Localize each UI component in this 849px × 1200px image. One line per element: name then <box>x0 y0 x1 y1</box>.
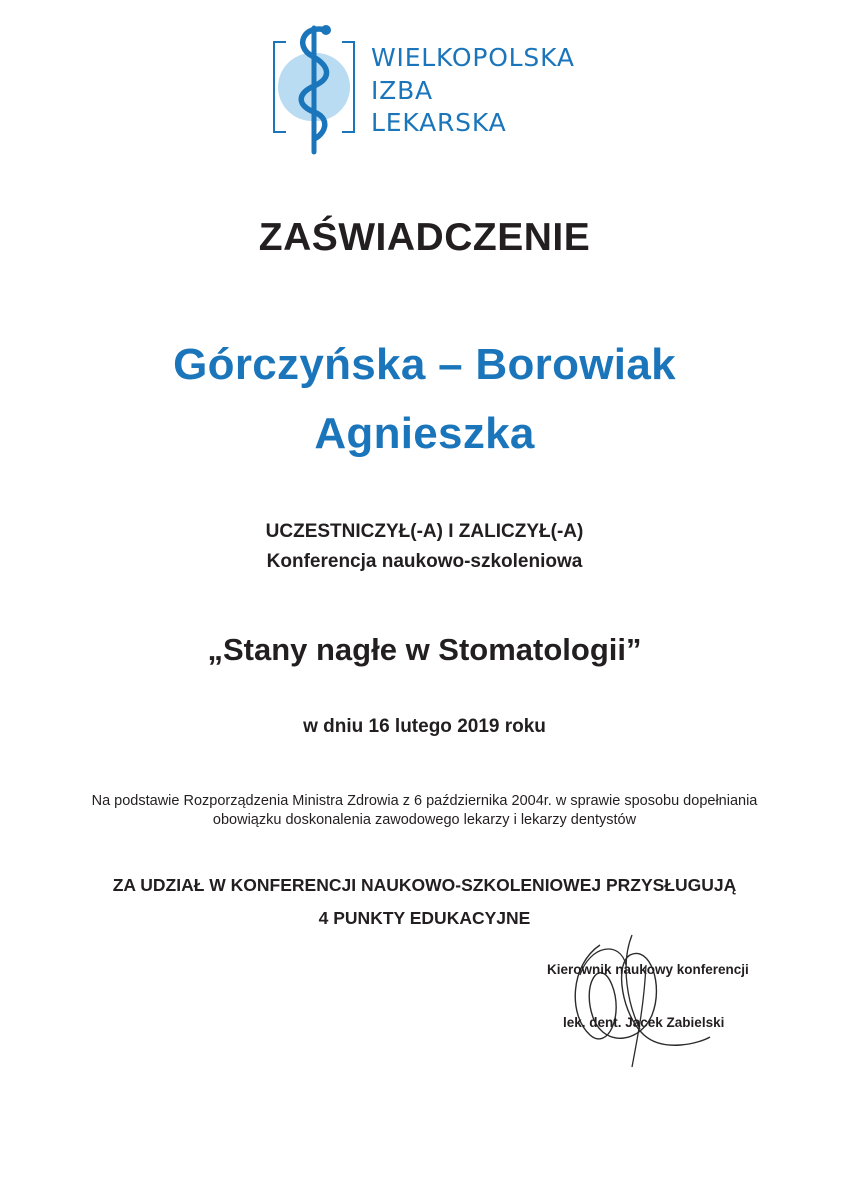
event-title: „Stany nagłe w Stomatologii” <box>207 632 642 667</box>
recipient-first-name: Agnieszka <box>314 409 535 458</box>
legal-basis-line-1: Na podstawie Rozporządzenia Ministra Zdrowia z 6 października 2004r. w sprawie sposobu dopełniania <box>91 793 758 809</box>
signatory-role: Kierownik naukowy konferencji <box>547 962 749 977</box>
participation-statement: UCZESTNICZYŁ(-A) I ZALICZYŁ(-A) <box>265 521 584 542</box>
caduceus-serpent-staff-icon <box>268 20 368 160</box>
event-date: w dniu 16 lutego 2019 roku <box>303 716 546 737</box>
signatory-name: lek. dent. Jacek Zabielski <box>563 1015 725 1030</box>
event-type: Konferencja naukowo-szkoleniowa <box>266 551 583 572</box>
handwritten-signature <box>560 925 730 1075</box>
logo-text-line-1: WIELKOPOLSKA <box>371 43 575 72</box>
certificate-title: ZAŚWIADCZENIE <box>258 216 591 259</box>
points-statement: ZA UDZIAŁ W KONFERENCJI NAUKOWO-SZKOLENIOWEJ PRZYSŁUGUJĄ <box>112 875 737 895</box>
education-points: 4 PUNKTY EDUKACYJNE <box>318 908 531 928</box>
logo-text-line-2: IZBA <box>371 76 433 105</box>
legal-basis-line-2: obowiązku doskonalenia zawodowego lekarzy i lekarzy dentystów <box>212 812 637 828</box>
recipient-surname: Górczyńska – Borowiak <box>173 340 676 389</box>
chamber-logo <box>268 20 588 160</box>
logo-text-line-3: LEKARSKA <box>371 108 507 137</box>
